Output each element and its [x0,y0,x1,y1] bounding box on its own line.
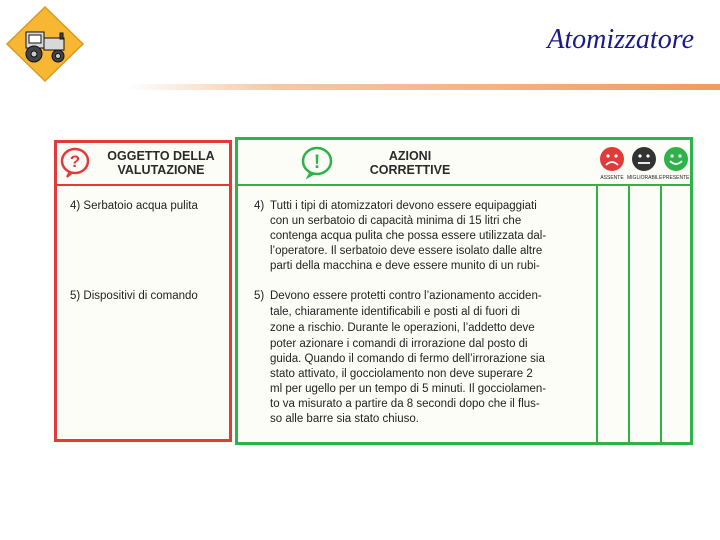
evaluation-item: 4) Serbatoio acqua pulita [70,200,198,212]
smiling-face-icon [662,145,690,173]
frowning-face-icon [598,145,626,173]
action-text-line: so alle barre sia stato chiuso. [270,413,419,425]
action-text-line: Devono essere protetti contro l’azionamento acciden- [270,290,542,302]
exclamation-icon [300,145,334,179]
title-rule [126,84,720,90]
action-number: 5) [254,290,265,302]
evaluation-item: 5) Dispositivi di comando [70,290,198,302]
right-header-line-1: AZIONI [388,149,432,163]
action-text-line: ml per ugello per un tempo di 5 minuti. Il gocciolamen- [270,383,547,395]
action-text-line: zone a rischio. Durante le operazioni, l’addetto deve [270,322,535,334]
action-text-line: Tutti i tipi di atomizzatori devono essere equipaggiati [270,200,537,212]
action-text-line: parti della macchina e deve essere munito di un rubi- [270,260,540,272]
question-mark-icon [60,146,90,178]
rating-label-present: PRESENTE [662,175,690,181]
action-text-line: to va misurato a partire da 8 secondi dopo che il flus- [270,398,540,410]
slide-title: Atomizzatore [547,24,694,55]
right-column-header [352,149,468,177]
left-header-line-2: VALUTAZIONE [117,163,205,177]
rating-column-divider [660,186,662,442]
action-text-line: l’operatore. Il serbatoio deve essere isolato dalle altre [270,245,543,257]
action-text-line: tale, chiaramente identificabili e posti al di fuori di [270,306,520,318]
action-text-line: stato attivato, il gocciolamento non deve superare 2 [270,368,533,380]
svg-text:!: ! [313,152,321,173]
rating-column-divider [596,186,598,442]
action-text-line: poter azionare i comandi di irrorazione dal posto di [270,338,528,350]
action-number: 4) [254,200,265,212]
left-column-header [100,149,222,177]
action-text-line: guida. Quando il comando di fermo dell’irrorazione sia [270,353,545,365]
rating-label-improvable: MIGLIORABILE [627,175,663,181]
svg-text:?: ? [69,152,81,171]
action-text-line: contenga acqua pulita che possa essere utilizzata dal- [270,230,547,242]
action-text-line: con un serbatoio di capacità minima di 15 litri che [270,215,522,227]
left-header-line-1: OGGETTO DELLA [107,149,215,163]
tractor-logo [4,4,86,84]
header-divider-green [238,184,690,186]
rating-column-divider [628,186,630,442]
right-header-line-2: CORRETTIVE [369,163,451,177]
rating-label-absent: ASSENTE [600,175,624,181]
header-divider-red [57,184,229,186]
neutral-face-icon [630,145,658,173]
